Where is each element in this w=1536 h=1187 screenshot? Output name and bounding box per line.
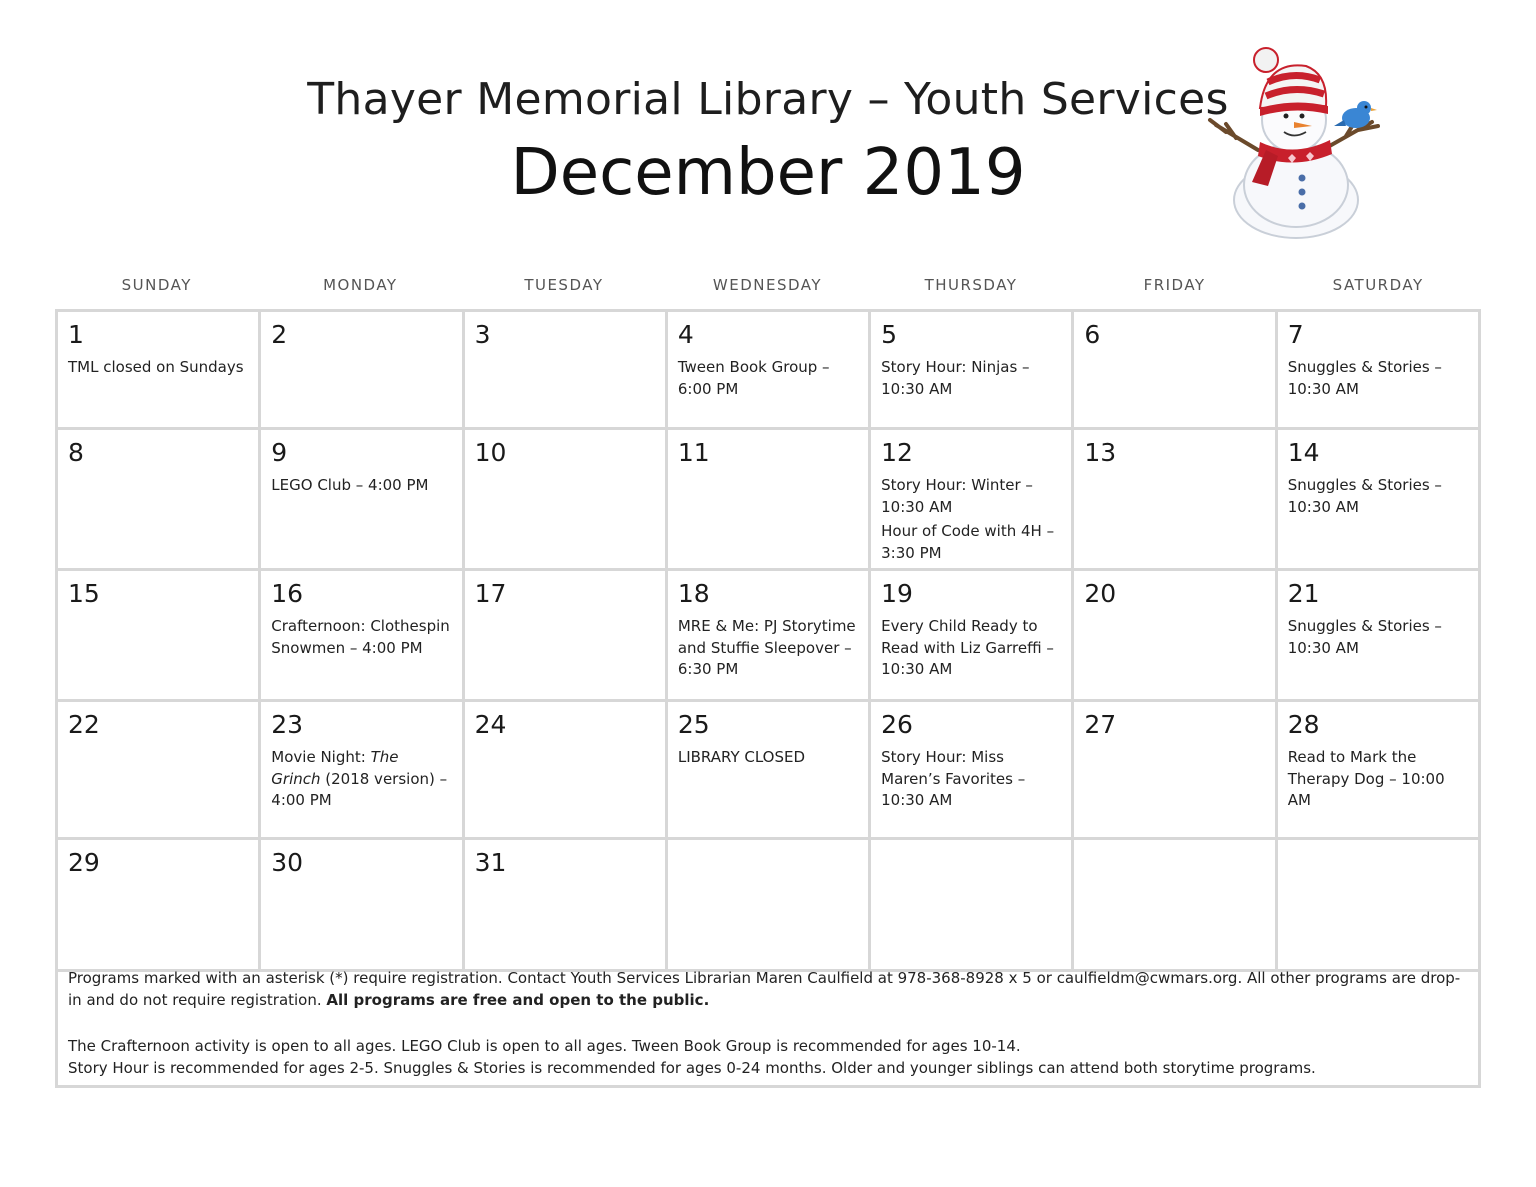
day-cell bbox=[1073, 701, 1276, 839]
event-text: Story Hour: Miss Maren’s Favorites – 10:30 AM bbox=[881, 748, 1026, 809]
day-cell bbox=[57, 570, 260, 701]
day-cell bbox=[463, 701, 666, 839]
day-cell bbox=[260, 701, 463, 839]
day-number: 9 bbox=[271, 438, 288, 467]
day-number: 12 bbox=[881, 438, 913, 467]
day-cell bbox=[57, 311, 260, 429]
day-number: 27 bbox=[1084, 710, 1117, 739]
day-cell bbox=[870, 311, 1073, 429]
day-cell bbox=[1073, 311, 1276, 429]
calendar-week bbox=[57, 839, 1480, 971]
movie-suffix: (2018 version) – 4:00 PM bbox=[271, 769, 448, 809]
weekday-thursday: THURSDAY bbox=[924, 276, 1018, 294]
day-number: 24 bbox=[474, 710, 507, 739]
event-text: Story Hour: Ninjas – 10:30 AM bbox=[881, 358, 1030, 398]
day-cell bbox=[463, 311, 666, 429]
day-number: 29 bbox=[68, 848, 100, 877]
movie-prefix: Movie Night: bbox=[271, 748, 371, 766]
event-text: LEGO Club – 4:00 PM bbox=[271, 476, 429, 494]
day-cell bbox=[666, 311, 869, 429]
day-cell bbox=[666, 701, 869, 839]
day-cell bbox=[260, 570, 463, 701]
day-cell bbox=[463, 570, 666, 701]
library-title: Thayer Memorial Library – Youth Services bbox=[307, 74, 1229, 125]
day-cell bbox=[463, 839, 666, 971]
day-number: 19 bbox=[881, 579, 913, 608]
day-cell bbox=[1073, 429, 1276, 570]
day-number: 25 bbox=[677, 710, 710, 739]
event-text: TML closed on Sundays bbox=[68, 358, 244, 376]
day-number: 4 bbox=[677, 320, 694, 349]
day-cell bbox=[57, 701, 260, 839]
day-cell bbox=[57, 839, 260, 971]
day-cell bbox=[260, 311, 463, 429]
day-number: 31 bbox=[474, 848, 507, 877]
weekday-sunday: SUNDAY bbox=[121, 276, 192, 294]
day-cell bbox=[463, 429, 666, 570]
registration-text: Programs marked with an asterisk (*) require registration. Contact Youth Services Librarian Maren Caulfield at 978-368-8928 x 5 or caulfieldm@cwmars.org. All other programs are drop-in and do not require registration. bbox=[68, 969, 1461, 1009]
ages-note-1: The Crafternoon activity is open to all ages. LEGO Club is open to all ages. Tween Book Group is recommended for ages 10-14. bbox=[68, 1037, 1021, 1055]
day-cell bbox=[1276, 429, 1479, 570]
weekday-wednesday: WEDNESDAY bbox=[712, 276, 823, 294]
calendar-week bbox=[57, 701, 1480, 839]
day-number: 28 bbox=[1287, 710, 1320, 739]
event-text bbox=[271, 747, 451, 812]
day-number: 22 bbox=[68, 710, 100, 739]
day-cell bbox=[666, 429, 869, 570]
day-cell bbox=[57, 429, 260, 570]
event-text: Snuggles & Stories – 10:30 AM bbox=[1287, 476, 1442, 516]
day-number: 15 bbox=[68, 579, 100, 608]
day-number: 11 bbox=[677, 438, 710, 467]
day-cell bbox=[1073, 570, 1276, 701]
day-number: 14 bbox=[1287, 438, 1320, 467]
event-text: MRE & Me: PJ Storytime and Stuffie Sleepover – 6:30 PM bbox=[677, 617, 856, 678]
event-text: Read to Mark the Therapy Dog – 10:00 AM bbox=[1287, 748, 1445, 809]
notes-box bbox=[55, 962, 1481, 1088]
day-number: 10 bbox=[474, 438, 507, 467]
day-cell bbox=[1276, 311, 1479, 429]
event-text: LIBRARY CLOSED bbox=[677, 748, 806, 766]
registration-note bbox=[68, 968, 1468, 1011]
month-title: December 2019 bbox=[510, 136, 1026, 210]
calendar-week bbox=[57, 570, 1480, 701]
event-text: Snuggles & Stories – 10:30 AM bbox=[1287, 358, 1442, 398]
weekday-tuesday: TUESDAY bbox=[524, 276, 604, 294]
weekday-monday: MONDAY bbox=[323, 276, 398, 294]
day-cell bbox=[260, 429, 463, 570]
empty-day-cell bbox=[666, 839, 869, 971]
day-number: 2 bbox=[271, 320, 288, 349]
weekday-header-row bbox=[55, 276, 1480, 300]
day-number: 6 bbox=[1084, 320, 1101, 349]
event-text: Crafternoon: Clothespin Snowmen – 4:00 PM bbox=[271, 617, 450, 657]
event-text: Tween Book Group – 6:00 PM bbox=[677, 358, 830, 398]
day-number: 1 bbox=[68, 320, 84, 349]
event-text: Snuggles & Stories – 10:30 AM bbox=[1287, 617, 1442, 657]
empty-day-cell bbox=[870, 839, 1073, 971]
empty-day-cell bbox=[1276, 839, 1479, 971]
snowman-illustration bbox=[1196, 40, 1386, 240]
day-number: 21 bbox=[1287, 579, 1320, 608]
calendar-week bbox=[57, 311, 1480, 429]
ages-note-2: Story Hour is recommended for ages 2-5. Snuggles & Stories is recommended for ages 0-24 months. Older and younger siblings can attend both storytime programs. bbox=[68, 1058, 1316, 1077]
day-cell bbox=[870, 701, 1073, 839]
weekday-friday: FRIDAY bbox=[1143, 276, 1206, 294]
day-number: 7 bbox=[1287, 320, 1304, 349]
day-number: 17 bbox=[474, 579, 507, 608]
day-number: 16 bbox=[271, 579, 304, 608]
free-programs-note: All programs are free and open to the public. bbox=[326, 990, 710, 1009]
day-number: 20 bbox=[1084, 579, 1117, 608]
event-text: Hour of Code with 4H – 3:30 PM bbox=[881, 522, 1055, 562]
event-text: Every Child Ready to Read with Liz Garreffi – 10:30 AM bbox=[881, 617, 1054, 678]
movie-title: The Grinch bbox=[271, 748, 399, 788]
day-cell bbox=[870, 429, 1073, 570]
day-cell bbox=[260, 839, 463, 971]
day-number: 23 bbox=[271, 710, 304, 739]
day-cell bbox=[1276, 570, 1479, 701]
calendar-week bbox=[57, 429, 1480, 570]
day-cell bbox=[666, 570, 869, 701]
day-number: 5 bbox=[881, 320, 898, 349]
day-cell bbox=[1276, 701, 1479, 839]
day-number: 13 bbox=[1084, 438, 1117, 467]
day-number: 26 bbox=[881, 710, 913, 739]
day-cell bbox=[870, 570, 1073, 701]
day-number: 18 bbox=[677, 579, 710, 608]
day-number: 30 bbox=[271, 848, 304, 877]
day-number: 3 bbox=[474, 320, 491, 349]
empty-day-cell bbox=[1073, 839, 1276, 971]
weekday-saturday: SATURDAY bbox=[1332, 276, 1424, 294]
day-number: 8 bbox=[68, 438, 84, 467]
event-text: Story Hour: Winter – 10:30 AM bbox=[881, 476, 1033, 516]
calendar-grid bbox=[55, 309, 1481, 972]
